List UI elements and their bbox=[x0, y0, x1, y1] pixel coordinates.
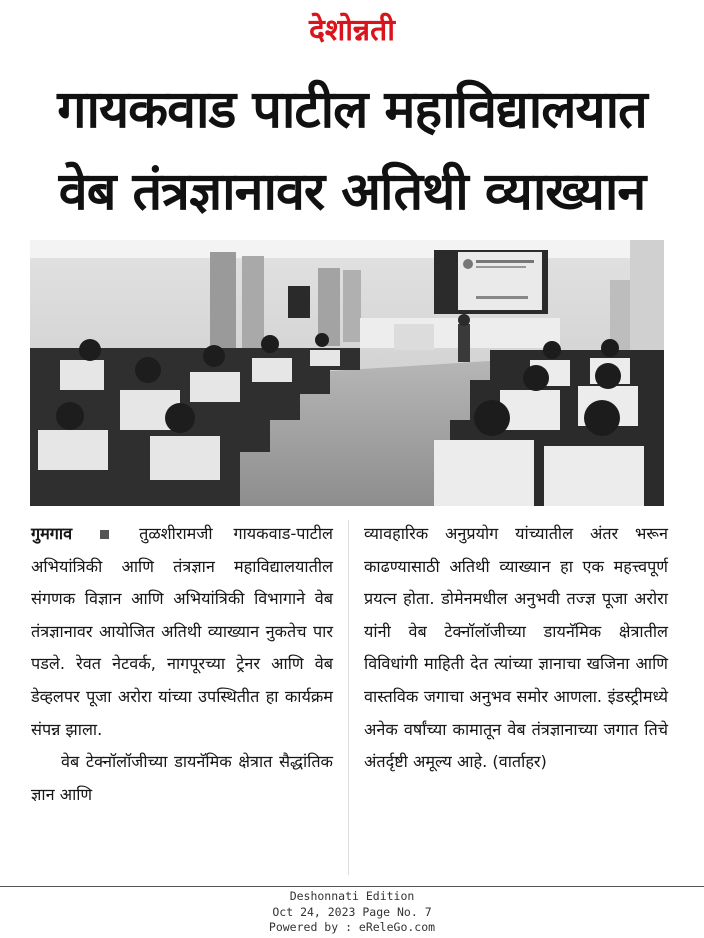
footer bbox=[0, 889, 704, 936]
lecture-hall-photo bbox=[30, 240, 664, 506]
column-divider bbox=[348, 520, 349, 875]
article-paragraph-2: वेब टेक्नॉलॉजीच्या डायनॅमिक क्षेत्रात सैद्धांतिक ज्ञान आणि bbox=[31, 752, 333, 804]
masthead-title: देशोन्नती bbox=[308, 13, 396, 48]
masthead bbox=[0, 8, 704, 49]
dateline-bullet-icon bbox=[100, 530, 109, 539]
footer-edition: Deshonnati Edition bbox=[289, 889, 415, 903]
footer-powered-by: Powered by : eReleGo.com bbox=[268, 920, 436, 934]
footer-divider bbox=[0, 886, 704, 887]
dateline: गुमगाव bbox=[31, 524, 73, 543]
article-paragraph-3: व्यावहारिक अनुप्रयोग यांच्यातील अंतर भरून काढण्यासाठी अतिथी व्याख्यान हा एक महत्त्वपूर्ण प्रयत्न होता. डोमेनमधील अनुभवी तज्ज्ञ पूजा अरोरा यांनी वेब टेक्नॉलॉजीच्या डायनॅमिक क्षेत्रातील विविधांगी माहिती देत त्यांच्या ज्ञानाचा खजिना आणि वास्तविक जगाचा अनुभव समोर आणला. इंडस्ट्रीमध्ये अनेक वर्षांच्या कामातून वेब तंत्रज्ञानाच्या जगात तिचे अंतर्दृष्टी अमूल्य आहे. (वार्ताहर) bbox=[364, 524, 668, 772]
article-left-column bbox=[31, 518, 333, 811]
article-left-para1-text: तुळशीरामजी गायकवाड-पाटील अभियांत्रिकी आणि तंत्रज्ञान महाविद्यालयातील संगणक विज्ञान आणि अभियांत्रिकी विभागाने वेब तंत्रज्ञानावर आयोजित अतिथी व्याख्यान नुकतेच पार पडले. रेवत नेटवर्क, नागपूरच्या ट्रेनर आणि वेब डेव्हलपर पूजा अरोरा यांच्या उपस्थितीत हा कार्यक्रम संपन्न झाला. bbox=[31, 524, 333, 739]
article-right-column bbox=[364, 518, 668, 779]
headline-line-1: गायकवाड पाटील महाविद्यालयात bbox=[57, 80, 647, 140]
headline-line-2: वेब तंत्रज्ञानावर अतिथी व्याख्यान bbox=[58, 162, 646, 222]
footer-date-page: Oct 24, 2023 Page No. 7 bbox=[272, 904, 432, 919]
article-paragraph-1 bbox=[31, 518, 333, 746]
